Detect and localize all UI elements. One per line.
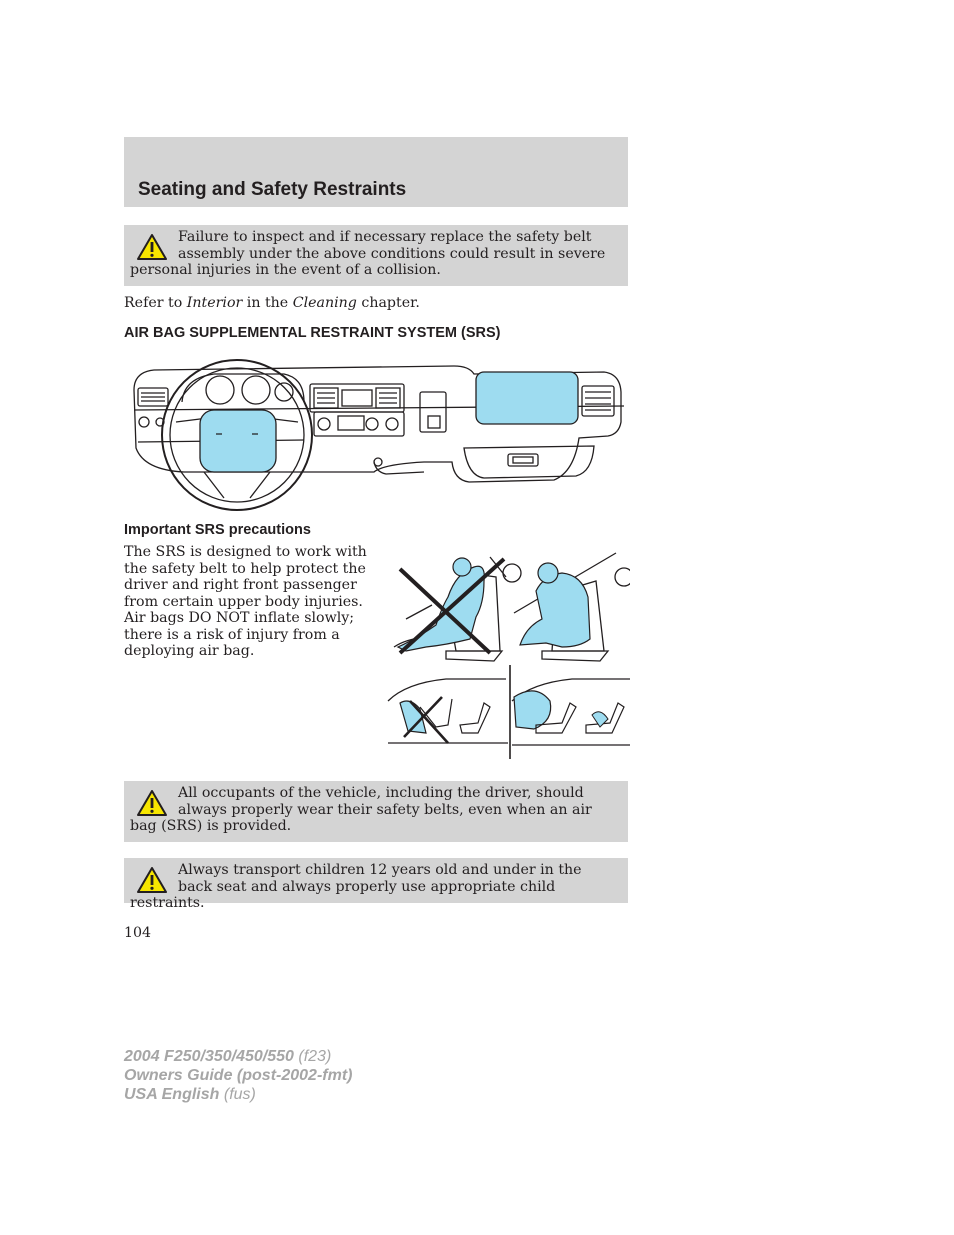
warning-triangle-icon bbox=[136, 789, 168, 817]
srs-precautions-text: The SRS is designed to work with the safety belt to help protect the driver and right front passenger from certain upper body injuries. Air bags DO NOT inflate slowly; there is a risk of injury from a deploying air bag. bbox=[124, 544, 367, 659]
header-band bbox=[124, 137, 628, 207]
reference-cleaning: Cleaning bbox=[292, 295, 357, 311]
warning-text: All occupants of the vehicle, including the driver, should always properly wear their safety belts, even when an air bag (SRS) is provided. bbox=[130, 785, 592, 834]
warning-box-occupants-belts bbox=[124, 781, 628, 842]
reference-line bbox=[124, 295, 420, 311]
footer-language-code: (fus) bbox=[219, 1086, 256, 1103]
warning-text: Failure to inspect and if necessary replace the safety belt assembly under the above conditions could result in severe personal injuries in the event of a collision. bbox=[130, 229, 606, 278]
footer-language: USA English bbox=[124, 1086, 220, 1103]
footer-model-code: (f23) bbox=[293, 1048, 332, 1065]
reference-prefix: Refer to bbox=[124, 295, 187, 311]
occupant-position-illustration bbox=[386, 547, 630, 762]
page-number: 104 bbox=[124, 925, 152, 941]
warning-box-child-restraints bbox=[124, 858, 628, 911]
warning-text: Always transport children 12 years old and under in the back seat and always properly use appropriate child restraints. bbox=[130, 862, 582, 911]
warning-triangle-icon bbox=[136, 233, 168, 261]
subsection-title: Important SRS precautions bbox=[124, 522, 311, 538]
reference-interior: Interior bbox=[186, 295, 243, 311]
document-footer bbox=[124, 1047, 352, 1104]
reference-suffix: chapter. bbox=[356, 295, 420, 311]
reference-middle: in the bbox=[242, 295, 293, 311]
dashboard-illustration bbox=[124, 352, 628, 512]
footer-model: 2004 F250/350/450/550 bbox=[124, 1048, 294, 1065]
warning-box-belt-inspection bbox=[124, 225, 628, 286]
warning-triangle-icon bbox=[136, 866, 168, 894]
footer-guide: Owners Guide (post-2002-fmt) bbox=[124, 1067, 353, 1084]
page-title: Seating and Safety Restraints bbox=[138, 179, 407, 200]
section-title: AIR BAG SUPPLEMENTAL RESTRAINT SYSTEM (SRS) bbox=[124, 325, 501, 341]
